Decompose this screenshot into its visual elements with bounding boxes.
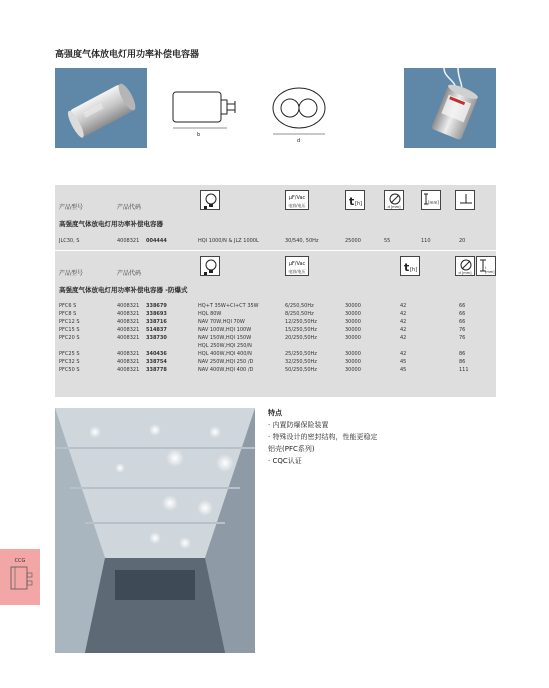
cell-code-suffix: 338679 — [146, 303, 167, 309]
capacitor-photo-left-art — [55, 68, 147, 148]
cell-cap: 12/250,50Hz — [285, 319, 317, 325]
lamp-icon — [200, 256, 220, 276]
cell-lamp: HQL 400W,HQI 400/N — [198, 351, 252, 357]
cell-code-suffix: 338693 — [146, 311, 167, 317]
feature-item: · 内置防爆保险装置 — [268, 421, 329, 429]
diameter-icon: d [mm] — [384, 190, 404, 210]
dimension-b-label: b — [197, 132, 201, 138]
svg-text:t: t — [404, 261, 410, 274]
height-icon: [mm] — [421, 190, 441, 210]
cell-l: 76 — [459, 327, 466, 333]
table-row — [55, 343, 496, 351]
spec-table — [55, 185, 496, 397]
cell-d: 45 — [400, 367, 407, 373]
header-model-2: 产品型号 — [59, 270, 84, 277]
cell-cap: 15/250,50Hz — [285, 327, 317, 333]
cell-l: 86 — [459, 359, 466, 365]
capacitance-icon: μF/Vac 电容/电压 — [285, 190, 309, 210]
cell-lamp: HQL 80W — [198, 311, 222, 317]
cell-d: 42 — [400, 327, 407, 333]
cell-code-prefix: 4008321 — [117, 359, 140, 365]
cell-model: PFC50 S — [59, 367, 80, 373]
atrium-photo — [55, 408, 255, 653]
cell-d: 42 — [400, 303, 407, 309]
cell-life: 30000 — [345, 303, 361, 309]
cell-d: 42 — [400, 311, 407, 317]
features-title: 特点 — [268, 409, 282, 417]
cell-code-prefix: 4008321 — [117, 319, 140, 325]
cell-l: 111 — [459, 367, 469, 373]
capacitance-icon: μF/Vac 电容/电压 — [285, 256, 309, 276]
cell-code-suffix: 338730 — [146, 335, 167, 341]
dimension-drawing — [147, 68, 404, 148]
cell-cap: 32/250,50Hz — [285, 359, 317, 365]
feature-item: · CQC认证 — [268, 457, 302, 465]
table-row — [55, 367, 496, 375]
table-row — [55, 351, 496, 359]
cell-l: 66 — [459, 319, 466, 325]
cell-lamp: NAV 100W,HQI 100W — [198, 327, 252, 333]
side-tab-capacitor-icon — [0, 549, 40, 605]
cell-code-prefix: 4008321 — [117, 311, 140, 317]
table-row — [55, 359, 496, 367]
cell-life: 30000 — [345, 351, 361, 357]
cell-code-prefix: 4008321 — [117, 351, 140, 357]
diameter-icon: d [mm] — [455, 256, 475, 276]
product-image-strip — [55, 68, 496, 148]
cell-cap: 6/250,50Hz — [285, 303, 314, 309]
cell-cap: 20/250,50Hz — [285, 335, 317, 341]
feature-item: 铝壳(PFC系列) — [268, 445, 315, 453]
header-code-2: 产品代码 — [117, 270, 142, 277]
cell-model: PFC25 S — [59, 351, 80, 357]
cell-code-suffix: 338754 — [146, 359, 167, 365]
side-tab — [0, 549, 40, 605]
cell-lamp: NAV 150W,HQI 150W — [198, 335, 252, 341]
cell-code-prefix: 4008321 — [117, 335, 140, 341]
cell-lamp: HQL 250W,HQI 250/N — [198, 343, 252, 349]
svg-text:t: t — [349, 195, 355, 208]
cell-cap: 8/250,50Hz — [285, 311, 314, 317]
header-model: 产品型号 — [59, 204, 84, 211]
table-row — [55, 335, 496, 343]
cell-life: 30000 — [345, 359, 361, 365]
cell-lamp: NAV 70W,HQI 70W — [198, 319, 245, 325]
cell-code-prefix: 4008321 — [117, 367, 140, 373]
capacitor-photo-right — [404, 68, 496, 148]
cell-code-suffix: 340436 — [146, 351, 167, 357]
table-header-2 — [55, 254, 496, 282]
cell-d: 42 — [400, 319, 407, 325]
page-title: 高强度气体放电灯用功率补偿电容器 — [55, 50, 200, 60]
cell-l: 86 — [459, 351, 466, 357]
section-title-explosion-proof: 高强度气体放电灯用功率补偿电容器 -防爆式 — [59, 286, 188, 294]
cell-model: PFC32 S — [59, 359, 80, 365]
cell-model: PFC6 S — [59, 303, 77, 309]
cell-life: 30000 — [345, 335, 361, 341]
cell-l: 66 — [459, 303, 466, 309]
cell-lamp: HQ+T 35W+CI+CT 35W — [198, 303, 259, 309]
header-code: 产品代码 — [117, 204, 142, 211]
section-title-standard: 高强度气体放电灯用功率补偿电容器 — [59, 220, 163, 228]
cell-life: 30000 — [345, 327, 361, 333]
cell-life: 30000 — [345, 319, 361, 325]
feature-item: · 特殊设计的密封结构，性能更稳定 — [268, 433, 378, 441]
cell-d: 42 — [400, 335, 407, 341]
dimension-drawing-art — [147, 68, 404, 148]
cell-d: 45 — [400, 359, 407, 365]
table-separator — [55, 250, 496, 251]
cell-model: PFC8 S — [59, 311, 77, 317]
cell-model: PFC15 S — [59, 327, 80, 333]
lifetime-icon: t [h] — [345, 190, 365, 210]
cell-life: 30000 — [345, 367, 361, 373]
table-row — [55, 303, 496, 311]
cell-lamp: NAV 400W,HQI 400 /D — [198, 367, 254, 373]
cell-code-suffix: 338778 — [146, 367, 167, 373]
table-row — [55, 327, 496, 335]
cell-code-suffix: 514837 — [146, 327, 167, 333]
cell-d: 42 — [400, 351, 407, 357]
capacitor-photo-left — [55, 68, 147, 148]
dimension-d-label: d — [297, 138, 301, 144]
cell-code-prefix: 4008321 — [117, 303, 140, 309]
capacitor-photo-right-art — [404, 68, 496, 148]
table-header-1 — [55, 187, 496, 215]
cell-code-prefix: 4008321 — [117, 327, 140, 333]
cell-life: 30000 — [345, 311, 361, 317]
table-row — [55, 319, 496, 327]
table-row — [55, 311, 496, 319]
cell-model: PFC12 S — [59, 319, 80, 325]
cell-code-suffix: 338716 — [146, 319, 167, 325]
side-tab-label: CCG — [14, 558, 26, 564]
cell-cap: 50/250,50Hz — [285, 367, 317, 373]
length-icon: l [mm] — [476, 256, 496, 276]
cell-l: 76 — [459, 335, 466, 341]
length-icon — [455, 190, 475, 210]
lamp-icon — [200, 190, 220, 210]
cell-l: 66 — [459, 311, 466, 317]
cell-lamp: NAV 250W,HQI 250 /D — [198, 359, 254, 365]
table-row: JLC30, S 4008321 004444 HQI 1000/N & JLZ 1000L 30/540, 50Hz 25000 55 110 20 — [59, 238, 466, 244]
atrium-photo-art — [55, 408, 255, 653]
cell-model: PFC20 S — [59, 335, 80, 341]
cell-cap: 25/250,50Hz — [285, 351, 317, 357]
lifetime-icon: t [h] — [400, 256, 420, 276]
